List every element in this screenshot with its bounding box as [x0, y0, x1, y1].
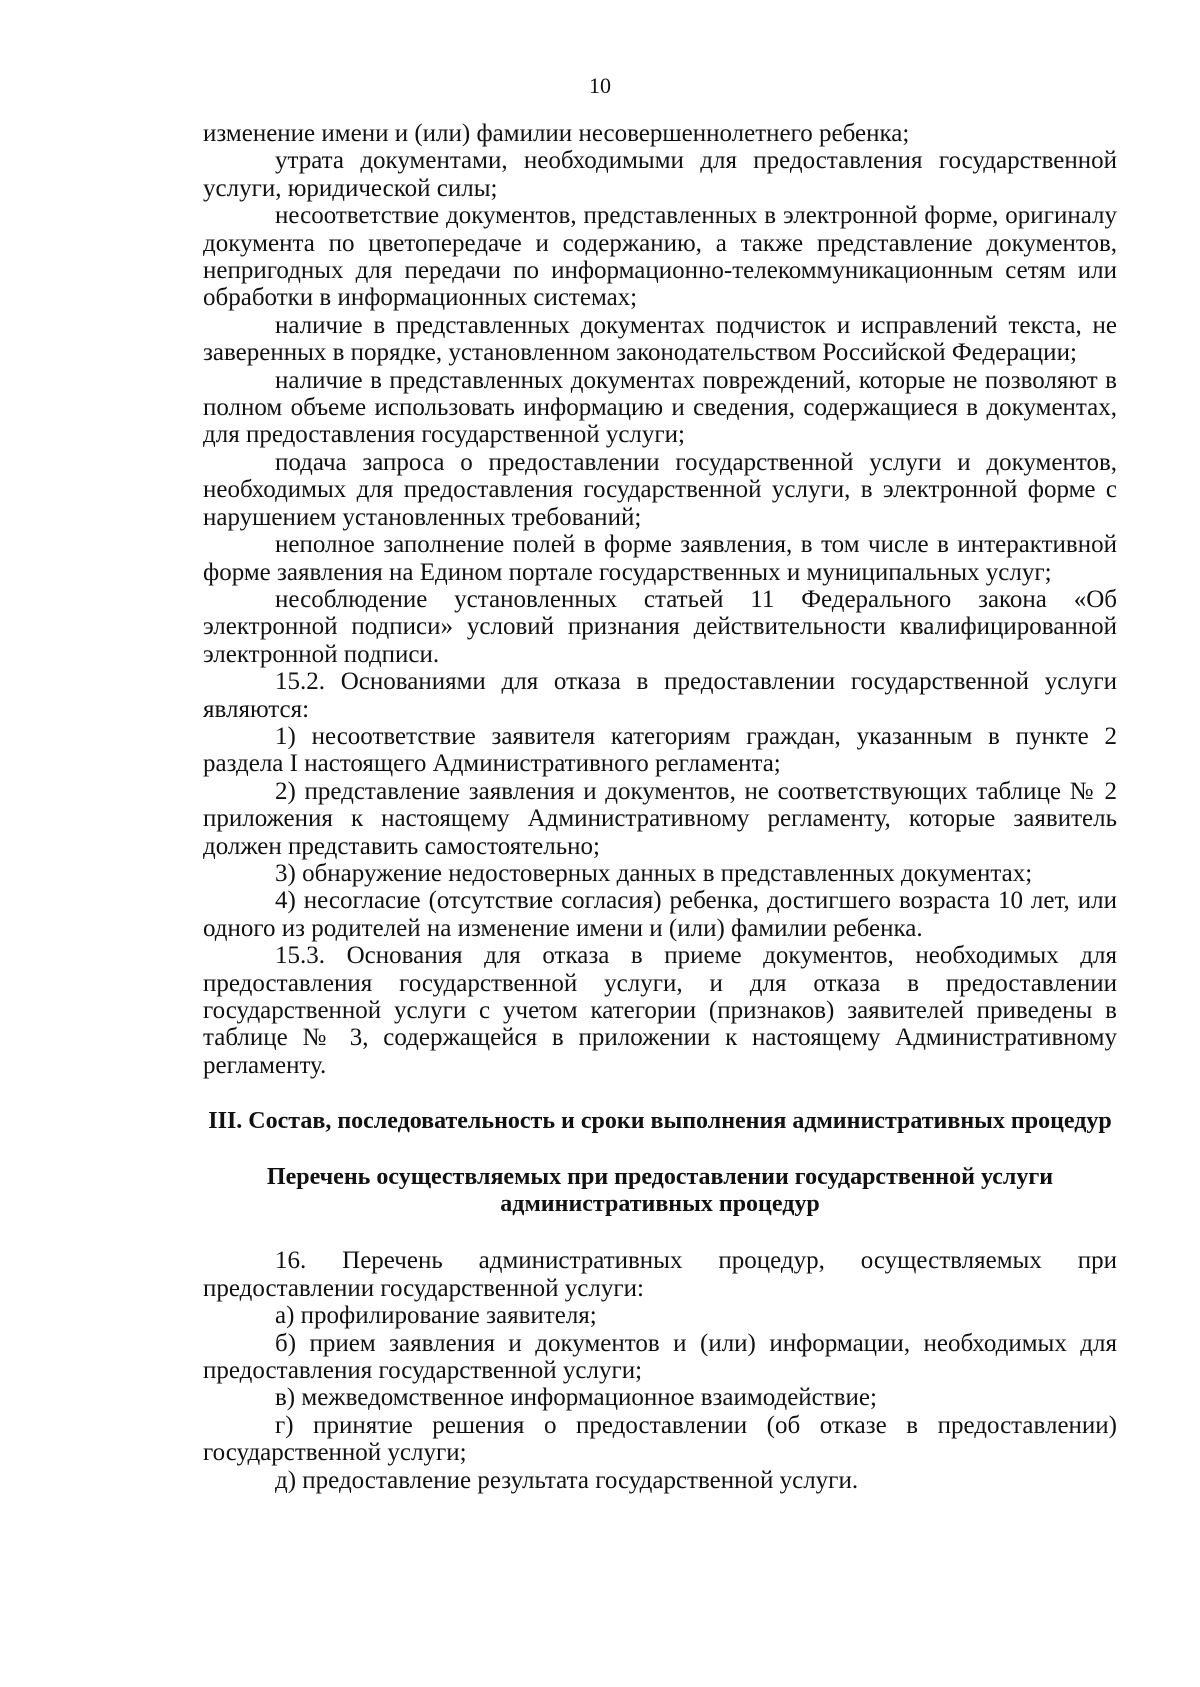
paragraph: несоблюдение установленных статьей 11 Федерального закона «Об электронной подписи» условий признания действительности квалифицированной электронной подписи.	[203, 585, 1117, 668]
list-item: д) предоставление результата государственной услуги.	[275, 1466, 859, 1494]
paragraph: 15.2. Основаниями для отказа в предоставлении государственной услуги являются:	[203, 668, 1117, 723]
paragraph: 2) представление заявления и документов, не соответствующих таблице № 2 приложения к настоящему Административному регламенту, которые заявитель должен представить самостоятельно;	[203, 777, 1117, 860]
list-item: в) межведомственное информационное взаимодействие;	[275, 1384, 877, 1412]
list-item: г) принятие решения о предоставлении (об отказе в предоставлении) государственной услуги;	[203, 1411, 1117, 1467]
paragraph: неполное заполнение полей в форме заявления, в том числе в интерактивной форме заявления на Едином портале государственных и муниципальных услуг;	[203, 531, 1117, 586]
paragraph: наличие в представленных документах подчисток и исправлений текста, не заверенных в порядке, установленном законодательством Российской Федерации;	[203, 311, 1117, 367]
subsection-heading: Перечень осуществляемых при предоставлении государственной услуги административных процедур	[266, 1163, 1054, 1218]
list-item: б) прием заявления и документов и (или) информации, необходимых для предоставления государственной услуги;	[203, 1329, 1117, 1385]
paragraph: 4) несогласие (отсутствие согласия) ребенка, достигшего возраста 10 лет, или одного из родителей на изменение имени и (или) фамилии ребенка.	[203, 887, 1117, 942]
paragraph: 3) обнаружение недостоверных данных в представленных документах;	[275, 859, 1033, 887]
paragraph: подача запроса о предоставлении государственной услуги и документов, необходимых для предоставления государственной услуги, в электронной форме с нарушением установленных требований;	[203, 448, 1117, 531]
page-number: 10	[589, 73, 611, 98]
paragraph: наличие в представленных документах повреждений, которые не позволяют в полном объеме использовать информацию и сведения, содержащиеся в документах, для предоставления государственной услуги;	[203, 366, 1117, 449]
section-heading: III. Состав, последовательность и сроки выполнения административных процедур	[208, 1108, 1112, 1135]
paragraph: изменение имени и (или) фамилии несовершеннолетнего ребенка;	[203, 120, 910, 147]
document-body	[203, 120, 1117, 1494]
paragraph: несоответствие документов, представленных в электронной форме, оригиналу документа по цветопередаче и содержанию, а также представление документов, непригодных для передачи по информационно-телекоммуникационным сетям или обработки в информационных системах;	[203, 202, 1117, 312]
paragraph: 16. Перечень административных процедур, осуществляемых при предоставлении государственной услуги:	[203, 1247, 1117, 1302]
paragraph: утрата документами, необходимыми для предоставления государственной услуги, юридической силы;	[203, 147, 1117, 202]
paragraph: 15.3. Основания для отказа в приеме документов, необходимых для предоставления государственной услуги, и для отказа в предоставлении государственной услуги с учетом категории (признаков) заявителей приведены в таблице № 3, содержащейся в приложении к настоящему Административному регламенту.	[203, 942, 1117, 1079]
paragraph: 1) несоответствие заявителя категориям граждан, указанным в пункте 2 раздела I настоящего Административного регламента;	[203, 722, 1117, 778]
list-item: а) профилирование заявителя;	[275, 1302, 597, 1330]
